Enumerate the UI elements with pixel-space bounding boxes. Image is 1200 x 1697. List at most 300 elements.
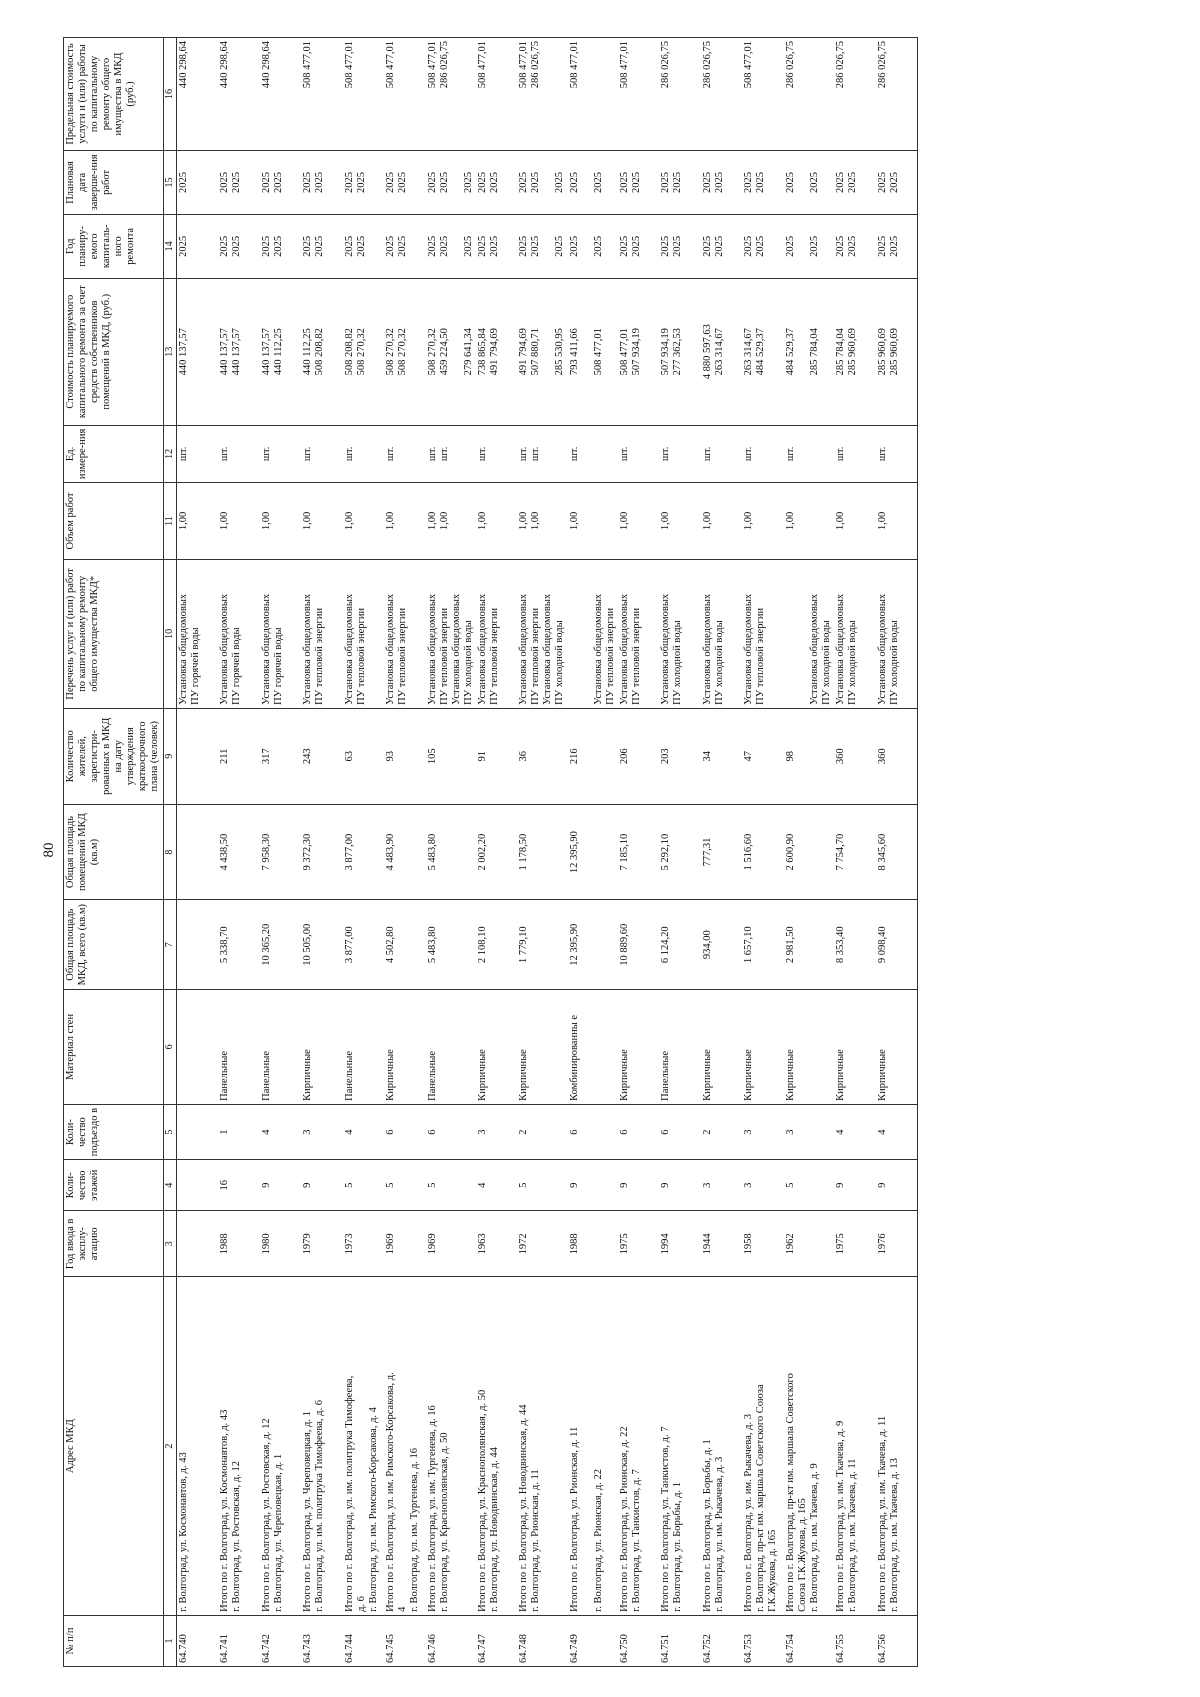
wall-material-cell: Кирпичные bbox=[384, 989, 426, 1104]
unit-cell: шт. bbox=[834, 425, 876, 482]
end-date-cell: 2025 2025 bbox=[659, 151, 701, 215]
plan-year-cell: 2025 2025 bbox=[834, 214, 876, 278]
volume-cell: 1,00 bbox=[784, 483, 834, 560]
table-row bbox=[659, 38, 701, 1667]
column-number: 13 bbox=[163, 278, 176, 425]
cost-cell: 285 784,04 285 960,69 bbox=[834, 278, 876, 425]
work-list-cell: Установка общедомовых ПУ горячей воды bbox=[260, 559, 302, 708]
total-area-cell: 5 483,80 bbox=[426, 900, 476, 989]
year-cell: 1988 bbox=[218, 1211, 260, 1277]
total-area-cell: 3 877,00 bbox=[343, 900, 385, 989]
capital-repair-table bbox=[63, 37, 918, 1667]
premises-area-cell: 5 483,80 bbox=[426, 804, 476, 900]
year-cell: 1962 bbox=[784, 1211, 834, 1277]
column-number: 10 bbox=[163, 559, 176, 708]
floors-cell bbox=[176, 1160, 218, 1211]
work-list-cell: Установка общедомовых ПУ тепловой энергии Установка общедомовых ПУ холодной воды bbox=[517, 559, 567, 708]
table-row bbox=[301, 38, 343, 1667]
residents-cell: 317 bbox=[260, 708, 302, 804]
column-number: 8 bbox=[163, 804, 176, 900]
table-row bbox=[517, 38, 567, 1667]
year-cell: 1958 bbox=[742, 1211, 784, 1277]
floors-cell: 3 bbox=[742, 1160, 784, 1211]
column-number: 15 bbox=[163, 151, 176, 215]
cost-cell: 738 865,84 491 794,69 bbox=[476, 278, 518, 425]
cost-cell: 263 314,67 484 529,37 bbox=[742, 278, 784, 425]
max-cost-cell: 508 477,01 286 026,75 bbox=[517, 38, 567, 151]
wall-material-cell: Панельные bbox=[218, 989, 260, 1104]
entrances-cell: 6 bbox=[659, 1104, 701, 1159]
column-number: 4 bbox=[163, 1160, 176, 1211]
max-cost-cell: 440 298,64 bbox=[218, 38, 260, 151]
volume-cell: 1,00 bbox=[742, 483, 784, 560]
plan-year-cell: 2025 2025 bbox=[301, 214, 343, 278]
max-cost-cell: 508 477,01 bbox=[384, 38, 426, 151]
end-date-cell: 2025 2025 bbox=[618, 151, 660, 215]
address-cell: Итого по г. Волгоград, ул. Рионская, д. 22 г. Волгоград, ул. Танкистов, д. 7 bbox=[618, 1277, 660, 1616]
column-number: 5 bbox=[163, 1104, 176, 1159]
entrances-cell: 4 bbox=[260, 1104, 302, 1159]
row-number: 64.742 bbox=[260, 1615, 302, 1666]
volume-cell: 1,00 bbox=[659, 483, 701, 560]
table-body bbox=[176, 38, 918, 1667]
table-row bbox=[784, 38, 834, 1667]
column-number: 12 bbox=[163, 425, 176, 482]
plan-year-cell: 2025 2025 2025 bbox=[517, 214, 567, 278]
wall-material-cell: Панельные bbox=[260, 989, 302, 1104]
entrances-cell: 3 bbox=[742, 1104, 784, 1159]
year-cell: 1944 bbox=[701, 1211, 743, 1277]
entrances-cell: 6 bbox=[568, 1104, 618, 1159]
unit-cell: шт. bbox=[568, 425, 618, 482]
volume-cell: 1,00 bbox=[568, 483, 618, 560]
residents-cell: 206 bbox=[618, 708, 660, 804]
floors-cell: 5 bbox=[384, 1160, 426, 1211]
max-cost-cell: 286 026,75 bbox=[784, 38, 834, 151]
floors-cell: 9 bbox=[568, 1160, 618, 1211]
rotated-page bbox=[35, 25, 1195, 1675]
work-list-cell: Установка общедомовых ПУ тепловой энергии bbox=[568, 559, 618, 708]
total-area-cell: 934,00 bbox=[701, 900, 743, 989]
column-header: Общая площадь МКД, всего (кв.м) bbox=[64, 900, 164, 989]
end-date-cell: 2025 2025 bbox=[742, 151, 784, 215]
address-cell: Итого по г. Волгоград, ул. им. Ткачева, д. 9 г. Волгоград, ул. им. Ткачева, д. 11 bbox=[834, 1277, 876, 1616]
volume-cell: 1,00 bbox=[618, 483, 660, 560]
total-area-cell: 10 365,20 bbox=[260, 900, 302, 989]
premises-area-cell: 9 372,30 bbox=[301, 804, 343, 900]
entrances-cell: 2 bbox=[517, 1104, 567, 1159]
cost-cell: 508 208,82 508 270,32 bbox=[343, 278, 385, 425]
address-cell: Итого по г. Волгоград, ул. им. Тургенева, д. 16 г. Волгоград, ул. Краснополянская, д. 50 bbox=[426, 1277, 476, 1616]
entrances-cell: 3 bbox=[476, 1104, 518, 1159]
volume-cell: 1,00 bbox=[876, 483, 918, 560]
column-number: 16 bbox=[163, 38, 176, 151]
work-list-cell: Установка общедомовых ПУ тепловой энергии bbox=[742, 559, 784, 708]
max-cost-cell: 508 477,01 286 026,75 bbox=[426, 38, 476, 151]
plan-year-cell: 2025 bbox=[176, 214, 218, 278]
premises-area-cell: 4 483,90 bbox=[384, 804, 426, 900]
volume-cell: 1,00 bbox=[218, 483, 260, 560]
wall-material-cell: Кирпичные bbox=[701, 989, 743, 1104]
unit-cell: шт. bbox=[876, 425, 918, 482]
unit-cell: шт. шт. bbox=[426, 425, 476, 482]
residents-cell: 98 bbox=[784, 708, 834, 804]
premises-area-cell: 1 178,50 bbox=[517, 804, 567, 900]
column-number: 11 bbox=[163, 483, 176, 560]
work-list-cell: Установка общедомовых ПУ тепловой энергии bbox=[476, 559, 518, 708]
address-cell: Итого по г. Волгоград, ул. Новодвинская, д. 44 г. Волгоград, ул. Рионская, д. 11 bbox=[517, 1277, 567, 1616]
premises-area-cell: 7 185,10 bbox=[618, 804, 660, 900]
column-header: Коли-чество подъездо в bbox=[64, 1104, 164, 1159]
floors-cell: 5 bbox=[343, 1160, 385, 1211]
row-number: 64.756 bbox=[876, 1615, 918, 1666]
premises-area-cell: 4 438,50 bbox=[218, 804, 260, 900]
wall-material-cell: Кирпичные bbox=[742, 989, 784, 1104]
column-number: 9 bbox=[163, 708, 176, 804]
year-cell: 1969 bbox=[384, 1211, 426, 1277]
floors-cell: 9 bbox=[834, 1160, 876, 1211]
max-cost-cell: 286 026,75 bbox=[876, 38, 918, 151]
column-header: Коли-чество этажей bbox=[64, 1160, 164, 1211]
year-cell: 1976 bbox=[876, 1211, 918, 1277]
address-cell: Итого по г. Волгоград, ул. им. политрука Тимофеева, д. 6 г. Волгоград, ул. им. Римского-Корсакова, д. 4 bbox=[343, 1277, 385, 1616]
column-number: 2 bbox=[163, 1277, 176, 1616]
plan-year-cell: 2025 2025 bbox=[701, 214, 743, 278]
column-header: Общая площадь помещений МКД (кв.м) bbox=[64, 804, 164, 900]
entrances-cell: 6 bbox=[384, 1104, 426, 1159]
volume-cell: 1,00 bbox=[476, 483, 518, 560]
volume-cell: 1,00 bbox=[701, 483, 743, 560]
column-header: Адрес МКД bbox=[64, 1277, 164, 1616]
entrances-cell: 2 bbox=[701, 1104, 743, 1159]
column-header: Материал стен bbox=[64, 989, 164, 1104]
floors-cell: 4 bbox=[476, 1160, 518, 1211]
unit-cell: шт. bbox=[176, 425, 218, 482]
entrances-cell: 3 bbox=[784, 1104, 834, 1159]
work-list-cell: Установка общедомовых ПУ холодной воды bbox=[784, 559, 834, 708]
unit-cell: шт. bbox=[343, 425, 385, 482]
table-row bbox=[384, 38, 426, 1667]
unit-cell: шт. bbox=[742, 425, 784, 482]
max-cost-cell: 440 298,64 bbox=[176, 38, 218, 151]
cost-cell: 491 794,69 507 880,71 285 530,95 bbox=[517, 278, 567, 425]
plan-year-cell: 2025 2025 bbox=[218, 214, 260, 278]
year-cell: 1973 bbox=[343, 1211, 385, 1277]
table-row bbox=[834, 38, 876, 1667]
year-cell: 1975 bbox=[834, 1211, 876, 1277]
row-number: 64.755 bbox=[834, 1615, 876, 1666]
end-date-cell: 2025 2025 bbox=[218, 151, 260, 215]
entrances-cell: 4 bbox=[876, 1104, 918, 1159]
premises-area-cell: 3 877,00 bbox=[343, 804, 385, 900]
residents-cell: 47 bbox=[742, 708, 784, 804]
row-number: 64.754 bbox=[784, 1615, 834, 1666]
volume-cell: 1,00 bbox=[834, 483, 876, 560]
cost-cell: 440 137,57 bbox=[176, 278, 218, 425]
plan-year-cell: 2025 2025 bbox=[784, 214, 834, 278]
table-row bbox=[568, 38, 618, 1667]
end-date-cell: 2025 2025 bbox=[384, 151, 426, 215]
column-number: 6 bbox=[163, 989, 176, 1104]
table-row bbox=[742, 38, 784, 1667]
max-cost-cell: 286 026,75 bbox=[659, 38, 701, 151]
column-header: Перечень услуг и (или) работ по капитальному ремонту общего имущества МКД* bbox=[64, 559, 164, 708]
plan-year-cell: 2025 2025 bbox=[618, 214, 660, 278]
work-list-cell: Установка общедомовых ПУ холодной воды bbox=[659, 559, 701, 708]
premises-area-cell: 7 754,70 bbox=[834, 804, 876, 900]
address-cell: Итого по г. Волгоград, ул. Рионская, д. 11 г. Волгоград, ул. Рионская, д. 22 bbox=[568, 1277, 618, 1616]
column-header: № п/п bbox=[64, 1615, 164, 1666]
table-row bbox=[260, 38, 302, 1667]
cost-cell: 440 137,57 440 112,25 bbox=[260, 278, 302, 425]
unit-cell: шт. bbox=[301, 425, 343, 482]
address-cell: Итого по г. Волгоград, ул. им. Римского-Корсакова, д. 4 г. Волгоград, ул. им. Тургенева, д. 16 bbox=[384, 1277, 426, 1616]
end-date-cell: 2025 2025 bbox=[301, 151, 343, 215]
max-cost-cell: 508 477,01 bbox=[618, 38, 660, 151]
total-area-cell: 1 779,10 bbox=[517, 900, 567, 989]
column-header: Год планиру-емого капиталь-ного ремонта bbox=[64, 214, 164, 278]
residents-cell bbox=[176, 708, 218, 804]
work-list-cell: Установка общедомовых ПУ горячей воды bbox=[176, 559, 218, 708]
total-area-cell: 4 502,80 bbox=[384, 900, 426, 989]
end-date-cell: 2025 2025 bbox=[784, 151, 834, 215]
entrances-cell: 3 bbox=[301, 1104, 343, 1159]
entrances-cell: 6 bbox=[618, 1104, 660, 1159]
plan-year-cell: 2025 2025 bbox=[568, 214, 618, 278]
unit-cell: шт. bbox=[384, 425, 426, 482]
residents-cell: 203 bbox=[659, 708, 701, 804]
wall-material-cell: Панельные bbox=[343, 989, 385, 1104]
column-number: 1 bbox=[163, 1615, 176, 1666]
row-number: 64.749 bbox=[568, 1615, 618, 1666]
premises-area-cell: 7 958,30 bbox=[260, 804, 302, 900]
wall-material-cell: Кирпичные bbox=[301, 989, 343, 1104]
residents-cell: 360 bbox=[876, 708, 918, 804]
end-date-cell: 2025 2025 bbox=[343, 151, 385, 215]
total-area-cell: 2 981,50 bbox=[784, 900, 834, 989]
column-header: Предельная стоимость услуги и (или) работы по капитальному ремонту общего имущества в МКД (руб.) bbox=[64, 38, 164, 151]
premises-area-cell: 1 516,60 bbox=[742, 804, 784, 900]
plan-year-cell: 2025 2025 bbox=[384, 214, 426, 278]
premises-area-cell: 777,31 bbox=[701, 804, 743, 900]
wall-material-cell: Кирпичные bbox=[618, 989, 660, 1104]
volume-cell: 1,00 bbox=[260, 483, 302, 560]
max-cost-cell: 508 477,01 bbox=[568, 38, 618, 151]
total-area-cell: 6 124,20 bbox=[659, 900, 701, 989]
column-header: Объем работ bbox=[64, 483, 164, 560]
max-cost-cell: 508 477,01 bbox=[343, 38, 385, 151]
table-row bbox=[218, 38, 260, 1667]
unit-cell: шт. bbox=[476, 425, 518, 482]
work-list-cell: Установка общедомовых ПУ горячей воды bbox=[218, 559, 260, 708]
total-area-cell: 9 098,40 bbox=[876, 900, 918, 989]
residents-cell: 243 bbox=[301, 708, 343, 804]
wall-material-cell: Панельные bbox=[426, 989, 476, 1104]
wall-material-cell: Кирпичные bbox=[784, 989, 834, 1104]
year-cell: 1979 bbox=[301, 1211, 343, 1277]
work-list-cell: Установка общедомовых ПУ тепловой энергии bbox=[618, 559, 660, 708]
floors-cell: 5 bbox=[517, 1160, 567, 1211]
entrances-cell bbox=[176, 1104, 218, 1159]
table-header bbox=[64, 38, 177, 1667]
table-row bbox=[476, 38, 518, 1667]
wall-material-cell: Кирпичные bbox=[876, 989, 918, 1104]
cost-cell: 507 934,19 277 362,53 bbox=[659, 278, 701, 425]
total-area-cell: 1 657,10 bbox=[742, 900, 784, 989]
floors-cell: 16 bbox=[218, 1160, 260, 1211]
year-cell: 1963 bbox=[476, 1211, 518, 1277]
residents-cell: 63 bbox=[343, 708, 385, 804]
address-cell: Итого по г. Волгоград, ул. Ростовская, д. 12 г. Волгоград, ул. Череповецкая, д. 1 bbox=[260, 1277, 302, 1616]
plan-year-cell: 2025 2025 2025 bbox=[426, 214, 476, 278]
plan-year-cell: 2025 2025 bbox=[260, 214, 302, 278]
row-number: 64.745 bbox=[384, 1615, 426, 1666]
unit-cell: шт. bbox=[784, 425, 834, 482]
cost-cell: 508 270,32 508 270,32 bbox=[384, 278, 426, 425]
end-date-cell: 2025 2025 bbox=[568, 151, 618, 215]
year-cell: 1969 bbox=[426, 1211, 476, 1277]
premises-area-cell bbox=[176, 804, 218, 900]
plan-year-cell: 2025 2025 bbox=[659, 214, 701, 278]
end-date-cell: 2025 2025 bbox=[476, 151, 518, 215]
floors-cell: 9 bbox=[876, 1160, 918, 1211]
table-row bbox=[876, 38, 918, 1667]
column-header: Год ввода в эксплу-атацию bbox=[64, 1211, 164, 1277]
year-cell: 1988 bbox=[568, 1211, 618, 1277]
entrances-cell: 1 bbox=[218, 1104, 260, 1159]
table-row bbox=[618, 38, 660, 1667]
total-area-cell: 10 889,60 bbox=[618, 900, 660, 989]
entrances-cell: 4 bbox=[834, 1104, 876, 1159]
wall-material-cell bbox=[176, 989, 218, 1104]
end-date-cell: 2025 2025 2025 bbox=[517, 151, 567, 215]
row-number: 64.747 bbox=[476, 1615, 518, 1666]
row-number: 64.752 bbox=[701, 1615, 743, 1666]
max-cost-cell: 286 026,75 bbox=[701, 38, 743, 151]
volume-cell: 1,00 1,00 bbox=[426, 483, 476, 560]
end-date-cell: 2025 bbox=[176, 151, 218, 215]
floors-cell: 3 bbox=[701, 1160, 743, 1211]
row-number: 64.743 bbox=[301, 1615, 343, 1666]
total-area-cell: 2 108,10 bbox=[476, 900, 518, 989]
table-row bbox=[343, 38, 385, 1667]
address-cell: Итого по г. Волгоград, ул. Череповецкая, д. 1 г. Волгоград, ул. им. политрука Тимофеева, д. 6 bbox=[301, 1277, 343, 1616]
cost-cell: 508 270,32 459 224,50 279 641,34 bbox=[426, 278, 476, 425]
unit-cell: шт. bbox=[659, 425, 701, 482]
address-cell: Итого по г. Волгоград, ул. Космонавтов, д. 43 г. Волгоград, ул. Ростовская, д. 12 bbox=[218, 1277, 260, 1616]
address-cell: Итого по г. Волгоград, ул. Краснополянская, д. 50 г. Волгоград, ул. Новодвинская, д. 44 bbox=[476, 1277, 518, 1616]
end-date-cell: 2025 2025 2025 bbox=[426, 151, 476, 215]
work-list-cell: Установка общедомовых ПУ холодной воды bbox=[876, 559, 918, 708]
residents-cell: 360 bbox=[834, 708, 876, 804]
column-number: 14 bbox=[163, 214, 176, 278]
work-list-cell: Установка общедомовых ПУ тепловой энергии bbox=[301, 559, 343, 708]
year-cell: 1980 bbox=[260, 1211, 302, 1277]
premises-area-cell: 2 002,20 bbox=[476, 804, 518, 900]
residents-cell: 93 bbox=[384, 708, 426, 804]
floors-cell: 9 bbox=[260, 1160, 302, 1211]
column-header: Плановая дата заверше-ния работ bbox=[64, 151, 164, 215]
floors-cell: 5 bbox=[784, 1160, 834, 1211]
row-number: 64.741 bbox=[218, 1615, 260, 1666]
address-cell: Итого по г. Волгоград, пр-кт им. маршала Советского Союза Г.К.Жукова, д. 165 г. Волгоград, ул. им. Ткачева, д. 9 bbox=[784, 1277, 834, 1616]
total-area-cell: 8 353,40 bbox=[834, 900, 876, 989]
max-cost-cell: 440 298,64 bbox=[260, 38, 302, 151]
column-header: Стоимость планируемого капитального ремонта за счет средств собственников помещений в МКД, (руб.) bbox=[64, 278, 164, 425]
total-area-cell: 12 395,90 bbox=[568, 900, 618, 989]
wall-material-cell: Кирпичные bbox=[517, 989, 567, 1104]
column-number: 7 bbox=[163, 900, 176, 989]
end-date-cell: 2025 2025 bbox=[876, 151, 918, 215]
cost-cell: 4 880 597,63 263 314,67 bbox=[701, 278, 743, 425]
plan-year-cell: 2025 2025 bbox=[343, 214, 385, 278]
max-cost-cell: 508 477,01 bbox=[476, 38, 518, 151]
unit-cell: шт. шт. bbox=[517, 425, 567, 482]
volume-cell: 1,00 bbox=[384, 483, 426, 560]
row-number: 64.750 bbox=[618, 1615, 660, 1666]
residents-cell: 105 bbox=[426, 708, 476, 804]
row-number: 64.744 bbox=[343, 1615, 385, 1666]
premises-area-cell: 8 345,60 bbox=[876, 804, 918, 900]
row-number: 64.746 bbox=[426, 1615, 476, 1666]
volume-cell: 1,00 bbox=[343, 483, 385, 560]
total-area-cell: 5 338,70 bbox=[218, 900, 260, 989]
volume-cell: 1,00 bbox=[176, 483, 218, 560]
unit-cell: шт. bbox=[218, 425, 260, 482]
volume-cell: 1,00 1,00 bbox=[517, 483, 567, 560]
end-date-cell: 2025 2025 bbox=[260, 151, 302, 215]
work-list-cell: Установка общедомовых ПУ холодной воды bbox=[701, 559, 743, 708]
residents-cell: 36 bbox=[517, 708, 567, 804]
address-cell: Итого по г. Волгоград, ул. им. Ткачева, д. 11 г. Волгоград, ул. им. Ткачева, д. 13 bbox=[876, 1277, 918, 1616]
address-cell: Итого по г. Волгоград, ул. Танкистов, д. 7 г. Волгоград, ул. Борьбы, д. 1 bbox=[659, 1277, 701, 1616]
page-number: 80 bbox=[41, 842, 57, 858]
premises-area-cell: 12 395,90 bbox=[568, 804, 618, 900]
table-row bbox=[176, 38, 218, 1667]
residents-cell: 216 bbox=[568, 708, 618, 804]
unit-cell: шт. bbox=[701, 425, 743, 482]
cost-cell: 793 411,66 508 477,01 bbox=[568, 278, 618, 425]
max-cost-cell: 508 477,01 bbox=[301, 38, 343, 151]
row-number: 64.751 bbox=[659, 1615, 701, 1666]
year-cell: 1972 bbox=[517, 1211, 567, 1277]
work-list-cell: Установка общедомовых ПУ тепловой энергии bbox=[343, 559, 385, 708]
address-cell: Итого по г. Волгоград, ул. Борьбы, д. 1 г. Волгоград, ул. им. Рыкачева, д. 3 bbox=[701, 1277, 743, 1616]
row-number: 64.748 bbox=[517, 1615, 567, 1666]
wall-material-cell: Кирпичные bbox=[834, 989, 876, 1104]
unit-cell: шт. bbox=[618, 425, 660, 482]
total-area-cell bbox=[176, 900, 218, 989]
table-row bbox=[701, 38, 743, 1667]
residents-cell: 91 bbox=[476, 708, 518, 804]
residents-cell: 211 bbox=[218, 708, 260, 804]
premises-area-cell: 2 600,90 bbox=[784, 804, 834, 900]
column-header: Количество жителей, зарегистри-рованных в МКД на дату утверждения краткосрочного плана (человек) bbox=[64, 708, 164, 804]
work-list-cell: Установка общедомовых ПУ тепловой энергии bbox=[384, 559, 426, 708]
floors-cell: 9 bbox=[659, 1160, 701, 1211]
wall-material-cell: Панельные bbox=[659, 989, 701, 1104]
address-cell: г. Волгоград, ул. Космонавтов, д. 43 bbox=[176, 1277, 218, 1616]
wall-material-cell: Кирпичные bbox=[476, 989, 518, 1104]
row-number: 64.753 bbox=[742, 1615, 784, 1666]
entrances-cell: 4 bbox=[343, 1104, 385, 1159]
unit-cell: шт. bbox=[260, 425, 302, 482]
cost-cell: 484 529,37 285 784,04 bbox=[784, 278, 834, 425]
year-cell: 1994 bbox=[659, 1211, 701, 1277]
row-number: 64.740 bbox=[176, 1615, 218, 1666]
cost-cell: 508 477,01 507 934,19 bbox=[618, 278, 660, 425]
premises-area-cell: 5 292,10 bbox=[659, 804, 701, 900]
